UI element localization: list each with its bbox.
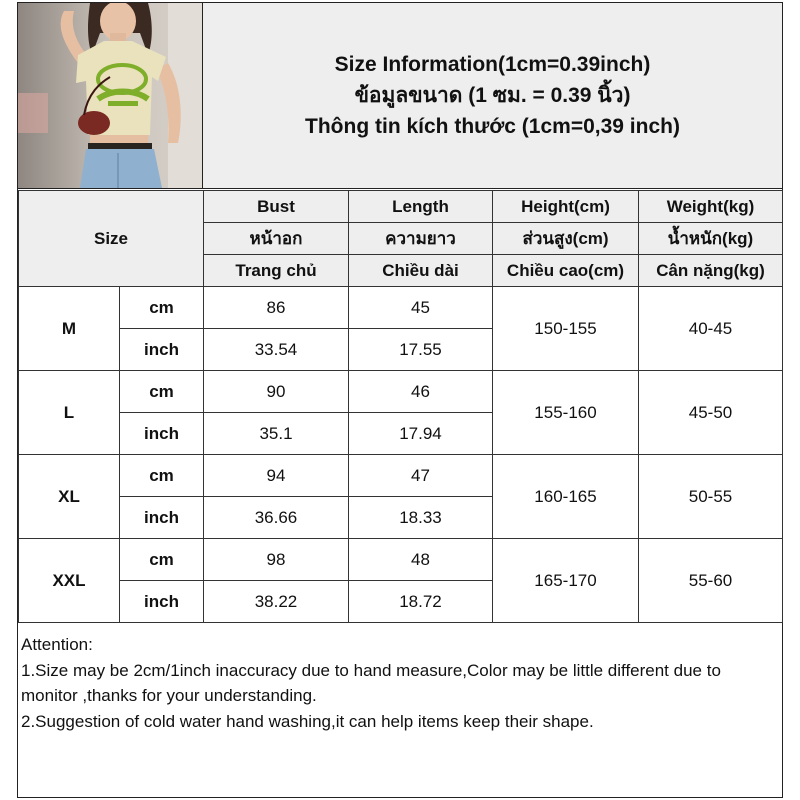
length-inch: 17.55 xyxy=(349,329,493,371)
unit-label: cm xyxy=(120,371,204,413)
bust-cm: 86 xyxy=(204,287,349,329)
unit-label: cm xyxy=(120,287,204,329)
size-table xyxy=(18,190,783,623)
unit-label: inch xyxy=(120,497,204,539)
table-row xyxy=(19,539,783,581)
length-inch: 18.72 xyxy=(349,581,493,623)
weight-range: 50-55 xyxy=(639,455,783,539)
height-range: 155-160 xyxy=(493,371,639,455)
height-range: 150-155 xyxy=(493,287,639,371)
size-column-title: Size xyxy=(19,191,204,287)
header-title-thai: ข้อมูลขนาด (1 ซม. = 0.39 นิ้ว) xyxy=(354,84,631,107)
bust-inch: 35.1 xyxy=(204,413,349,455)
product-photo xyxy=(18,3,203,189)
notes-title: Attention: xyxy=(21,635,93,654)
table-row xyxy=(19,371,783,413)
bust-inch: 33.54 xyxy=(204,329,349,371)
length-cm: 48 xyxy=(349,539,493,581)
size-name: XXL xyxy=(19,539,120,623)
model-photo-illustration xyxy=(18,3,202,188)
size-information-header xyxy=(203,3,782,189)
header-title-english: Size Information(1cm=0.39inch) xyxy=(334,53,651,76)
table-row xyxy=(19,455,783,497)
col-length-vi: Chiều dài xyxy=(349,255,493,287)
notes-line-2: 2.Suggestion of cold water hand washing,it can help items keep their shape. xyxy=(21,711,594,731)
unit-label: inch xyxy=(120,329,204,371)
length-inch: 18.33 xyxy=(349,497,493,539)
bust-cm: 94 xyxy=(204,455,349,497)
col-weight-vi: Cân nặng(kg) xyxy=(639,255,783,287)
col-height-th: ส่วนสูง(cm) xyxy=(493,223,639,255)
notes-line-1: 1.Size may be 2cm/1inch inaccuracy due to hand measure,Color may be little different due to monitor ,thanks for your understanding. xyxy=(21,660,721,705)
size-chart-sheet xyxy=(17,2,783,798)
bust-cm: 90 xyxy=(204,371,349,413)
col-height-vi: Chiều cao(cm) xyxy=(493,255,639,287)
bust-cm: 98 xyxy=(204,539,349,581)
weight-range: 45-50 xyxy=(639,371,783,455)
height-range: 160-165 xyxy=(493,455,639,539)
unit-label: cm xyxy=(120,455,204,497)
length-cm: 46 xyxy=(349,371,493,413)
table-row xyxy=(19,287,783,329)
col-weight-th: น้ำหนัก(kg) xyxy=(639,223,783,255)
col-length-th: ความยาว xyxy=(349,223,493,255)
header-title-vietnamese: Thông tin kích thước (1cm=0,39 inch) xyxy=(305,115,680,138)
length-cm: 47 xyxy=(349,455,493,497)
weight-range: 40-45 xyxy=(639,287,783,371)
height-range: 165-170 xyxy=(493,539,639,623)
unit-label: inch xyxy=(120,581,204,623)
size-name: XL xyxy=(19,455,120,539)
size-name: L xyxy=(19,371,120,455)
bust-inch: 36.66 xyxy=(204,497,349,539)
table-header-row-english xyxy=(19,191,783,223)
size-name: M xyxy=(19,287,120,371)
attention-notes xyxy=(21,632,779,734)
bust-inch: 38.22 xyxy=(204,581,349,623)
weight-range: 55-60 xyxy=(639,539,783,623)
length-cm: 45 xyxy=(349,287,493,329)
unit-label: inch xyxy=(120,413,204,455)
length-inch: 17.94 xyxy=(349,413,493,455)
col-bust-en: Bust xyxy=(204,191,349,223)
col-bust-th: หน้าอก xyxy=(204,223,349,255)
unit-label: cm xyxy=(120,539,204,581)
col-length-en: Length xyxy=(349,191,493,223)
col-bust-vi: Trang chủ xyxy=(204,255,349,287)
col-weight-en: Weight(kg) xyxy=(639,191,783,223)
col-height-en: Height(cm) xyxy=(493,191,639,223)
